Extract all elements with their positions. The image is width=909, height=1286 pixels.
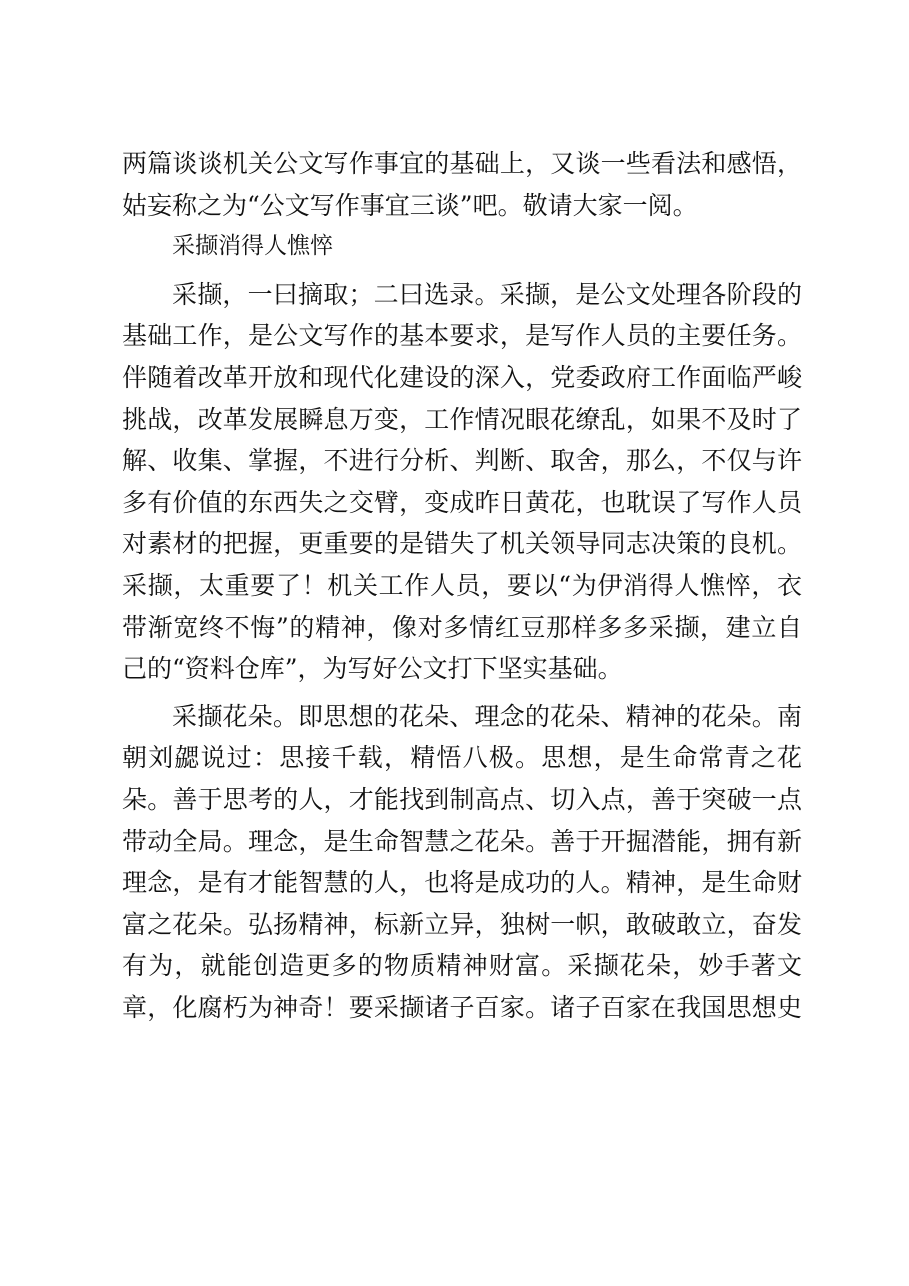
paragraph-2-line-2: 基础工作，是公文写作的基本要求，是写作人员的主要任务。	[122, 321, 802, 351]
paragraph-2-line-5: 解、收集、掌握，不进行分析、判断、取舍，那么，不仅与许	[122, 446, 802, 476]
paragraph-2-line-10: 己的“资料仓库”，为写好公文打下坚实基础。	[122, 654, 623, 684]
paragraph-3-line-6: 富之花朵。弘扬精神，标新立异，独树一帜，敢破敢立，奋发	[122, 909, 802, 939]
paragraph-2-line-8: 采撷，太重要了！机关工作人员，要以“为伊消得人憔悴，衣	[122, 570, 802, 600]
section-heading: 采撷消得人憔悴	[172, 233, 333, 260]
paragraph-2-line-6: 多有价值的东西失之交臂，变成昨日黄花，也耽误了写作人员	[122, 487, 802, 517]
paragraph-2-line-3: 伴随着改革开放和现代化建设的深入，党委政府工作面临严峻	[122, 362, 802, 392]
paragraph-3-line-2: 朝刘勰说过：思接千载，精悟八极。思想，是生命常青之花	[122, 743, 802, 773]
paragraph-2-line-4: 挑战，改革发展瞬息万变，工作情况眼花缭乱，如果不及时了	[122, 404, 802, 434]
paragraph-3-line-4: 带动全局。理念，是生命智慧之花朵。善于开掘潜能，拥有新	[122, 826, 802, 856]
paragraph-3-line-5: 理念，是有才能智慧的人，也将是成功的人。精神，是生命财	[122, 868, 802, 898]
paragraph-2-line-9: 带渐宽终不悔”的精神，像对多情红豆那样多多采撷，建立自	[122, 612, 802, 642]
paragraph-3-line-3: 朵。善于思考的人，才能找到制高点、切入点，善于突破一点	[122, 784, 802, 814]
paragraph-2-line-1: 采撷，一曰摘取；二曰选录。采撷，是公文处理各阶段的	[172, 279, 802, 309]
paragraph-2-line-7: 对素材的把握，更重要的是错失了机关领导同志决策的良机。	[122, 529, 802, 559]
paragraph-3-line-7: 有为，就能创造更多的物质精神财富。采撷花朵，妙手著文	[122, 951, 802, 981]
paragraph-1-line-2: 姑妄称之为“公文写作事宜三谈”吧。敬请大家一阅。	[122, 190, 698, 220]
paragraph-3-line-1: 采撷花朵。即思想的花朵、理念的花朵、精神的花朵。南	[172, 701, 802, 731]
document-body	[122, 143, 802, 1028]
paragraph-3-line-8: 章，化腐朽为神奇！要采撷诸子百家。诸子百家在我国思想史	[122, 992, 802, 1022]
paragraph-1-line-1: 两篇谈谈机关公文写作事宜的基础上，又谈一些看法和感悟，	[122, 149, 802, 178]
